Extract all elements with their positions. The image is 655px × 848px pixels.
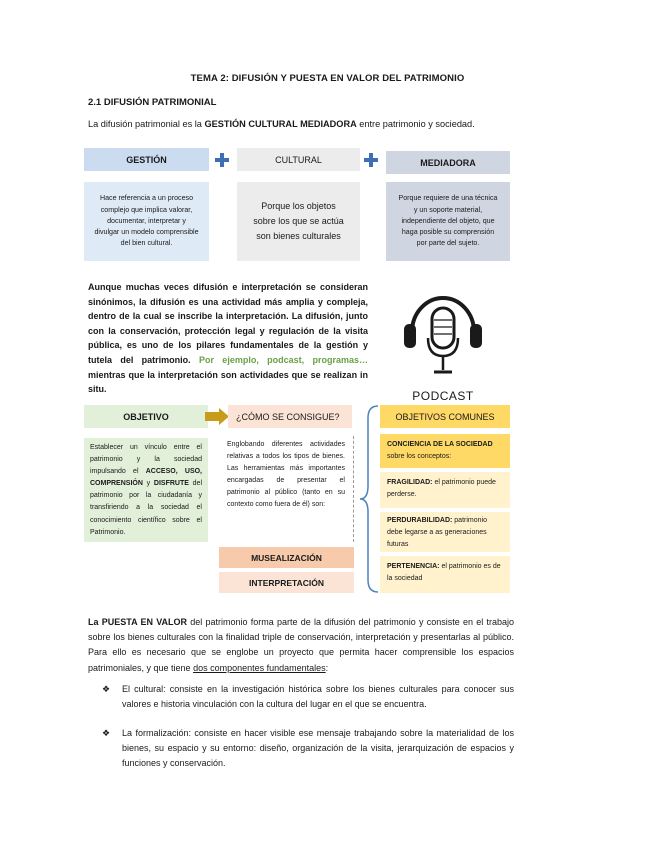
objetivo-text: del patrimonio por la ciudadanía y transfiriendo a la sociedad el conocimiento científico sobre el Patrimonio. [90,480,202,536]
headphones-microphone-icon [398,282,488,382]
concept-desc-text: Hace referencia a un proceso complejo que implica valorar, documentar, interpretar y divulgar un modelo comprensible del bien cultural. [94,194,199,248]
bullet-cultural [102,682,514,712]
comunes-item-bold: CONCIENCIA DE LA SOCIEDAD [387,441,493,448]
paragraph-tail: mientras que la interpretación son actividades que se realizan in situ. [88,369,368,395]
comunes-header [380,405,510,428]
paragraph-puesta-en-valor [88,615,514,676]
paragraph2-text: del patrimonio forma parte de la difusión del patrimonio y consiste en el trabajo sobre los bienes culturales con la finalidad triple de conservación, interpretación y presentarlas al público. Para ello es necesario que se englobe un proyecto que permita hacer comprensible los espacios patrimoniales, y que tiene [88,617,514,673]
concept-header-label: CULTURAL [275,154,322,165]
paragraph-difusion [88,280,368,397]
intro-post: entre patrimonio y sociedad. [356,119,475,129]
objetivo-text: Establecer un vínculo entre el patrimonio y la sociedad impulsando el [90,444,202,476]
concept-header-mediadora [386,151,510,174]
comunes-item-text: el patrimonio es de la sociedad [387,563,501,583]
comunes-item-perdurabilidad [380,512,510,552]
bullet-formalizacion [102,726,514,772]
como-header-label: ¿CÓMO SE CONSIGUE? [236,411,340,422]
comunes-item-conciencia [380,434,510,468]
comunes-item-bold: FRAGILIDAD: [387,479,433,486]
concept-desc-text: Porque los objetos sobre los que se actúa son bienes culturales [253,201,344,241]
comunes-item-text: el patrimonio puede perderse. [387,479,496,499]
page-title: TEMA 2: DIFUSIÓN Y PUESTA EN VALOR DEL PATRIMONIO [190,73,465,84]
tool-musealizacion [219,547,354,568]
objetivo-bold: DISFRUTE [153,480,189,488]
objetivo-bold: ACCESO, USO, COMPRENSIÓN [90,468,203,488]
bullet-text: La formalización: consiste en hacer visible ese mensaje trabajando sobre la materialidad de los bienes, su espacio y su entorno: diseño, organización de la visita, jerarquización de espacios y funciones y conservación. [122,728,514,769]
paragraph-example: Por ejemplo, podcast, programas… [198,354,368,365]
comunes-item-bold: PERDURABILIDAD: [387,517,453,524]
comunes-item-text: sobre los conceptos: [387,453,452,461]
como-header [228,405,352,428]
comunes-header-label: OBJETIVOS COMUNES [395,411,495,422]
paragraph2-text: : [325,662,329,673]
comunes-item-fragilidad [380,472,510,508]
objetivo-text: y [142,480,154,488]
comunes-item-pertenencia [380,556,510,593]
paragraph2-underline: dos componentes fundamentales [193,662,326,673]
bullet-text: El cultural: consiste en la investigación histórica sobre los bienes culturales para conocer sus valores e historia vinculación con la cultura del lugar en el que se encuentra. [122,684,514,710]
podcast-illustration [398,282,488,403]
como-desc [220,436,354,542]
comunes-item-bold: PERTENENCIA: [387,563,440,570]
objetivo-desc [84,438,208,542]
intro-sentence [88,119,475,129]
tool-label: MUSEALIZACIÓN [251,552,322,563]
tool-interpretacion [219,572,354,593]
diamond-bullet-icon: ❖ [102,684,111,694]
concept-header-label: GESTIÓN [126,154,167,165]
objetivo-header-label: OBJETIVO [123,411,169,422]
concept-desc-text: Porque requiere de una técnica y un soporte material, independiente del objeto, que haga posible su comprensión por parte del sujeto. [398,194,498,248]
plus-icon [215,153,229,167]
plus-icon [364,153,378,167]
intro-pre: La difusión patrimonial es la [88,119,205,129]
concept-header-label: MEDIADORA [420,157,476,168]
arrow-right-icon [205,408,229,430]
intro-bold: GESTIÓN CULTURAL MEDIADORA [204,119,357,129]
objetivo-header [84,405,208,428]
section-heading: 2.1 DIFUSIÓN PATRIMONIAL [88,97,217,108]
concept-desc-gestion [84,182,209,261]
tool-label: INTERPRETACIÓN [249,577,324,588]
diamond-bullet-icon: ❖ [102,728,111,738]
concept-desc-mediadora [386,182,510,261]
concept-header-gestion [84,148,209,171]
concept-desc-cultural [237,182,360,261]
concept-header-cultural [237,148,360,171]
brace-icon [358,404,380,599]
paragraph2-bold: La PUESTA EN VALOR [88,617,188,627]
comunes-item-text: patrimonio debe legarse a as generaciones futuras [387,517,487,549]
podcast-label: PODCAST [412,389,474,403]
paragraph-text: Aunque muchas veces difusión e interpretación se consideran sinónimos, la difusión es una actividad más amplia y compleja, dentro de la cual se inscribe la interpretación. La difusión, junto con la conservación, protección legal y regulación de la visita pública, es uno de los pilares fundamentales de la gestión y tutela del patrimonio. [88,282,368,365]
como-text: Englobando diferentes actividades relativas a todos los tipos de bienes. Las herramientas más importantes encargadas de presentar el patrimonio al público (tanto en su contexto como fuera de él) son: [227,441,345,509]
